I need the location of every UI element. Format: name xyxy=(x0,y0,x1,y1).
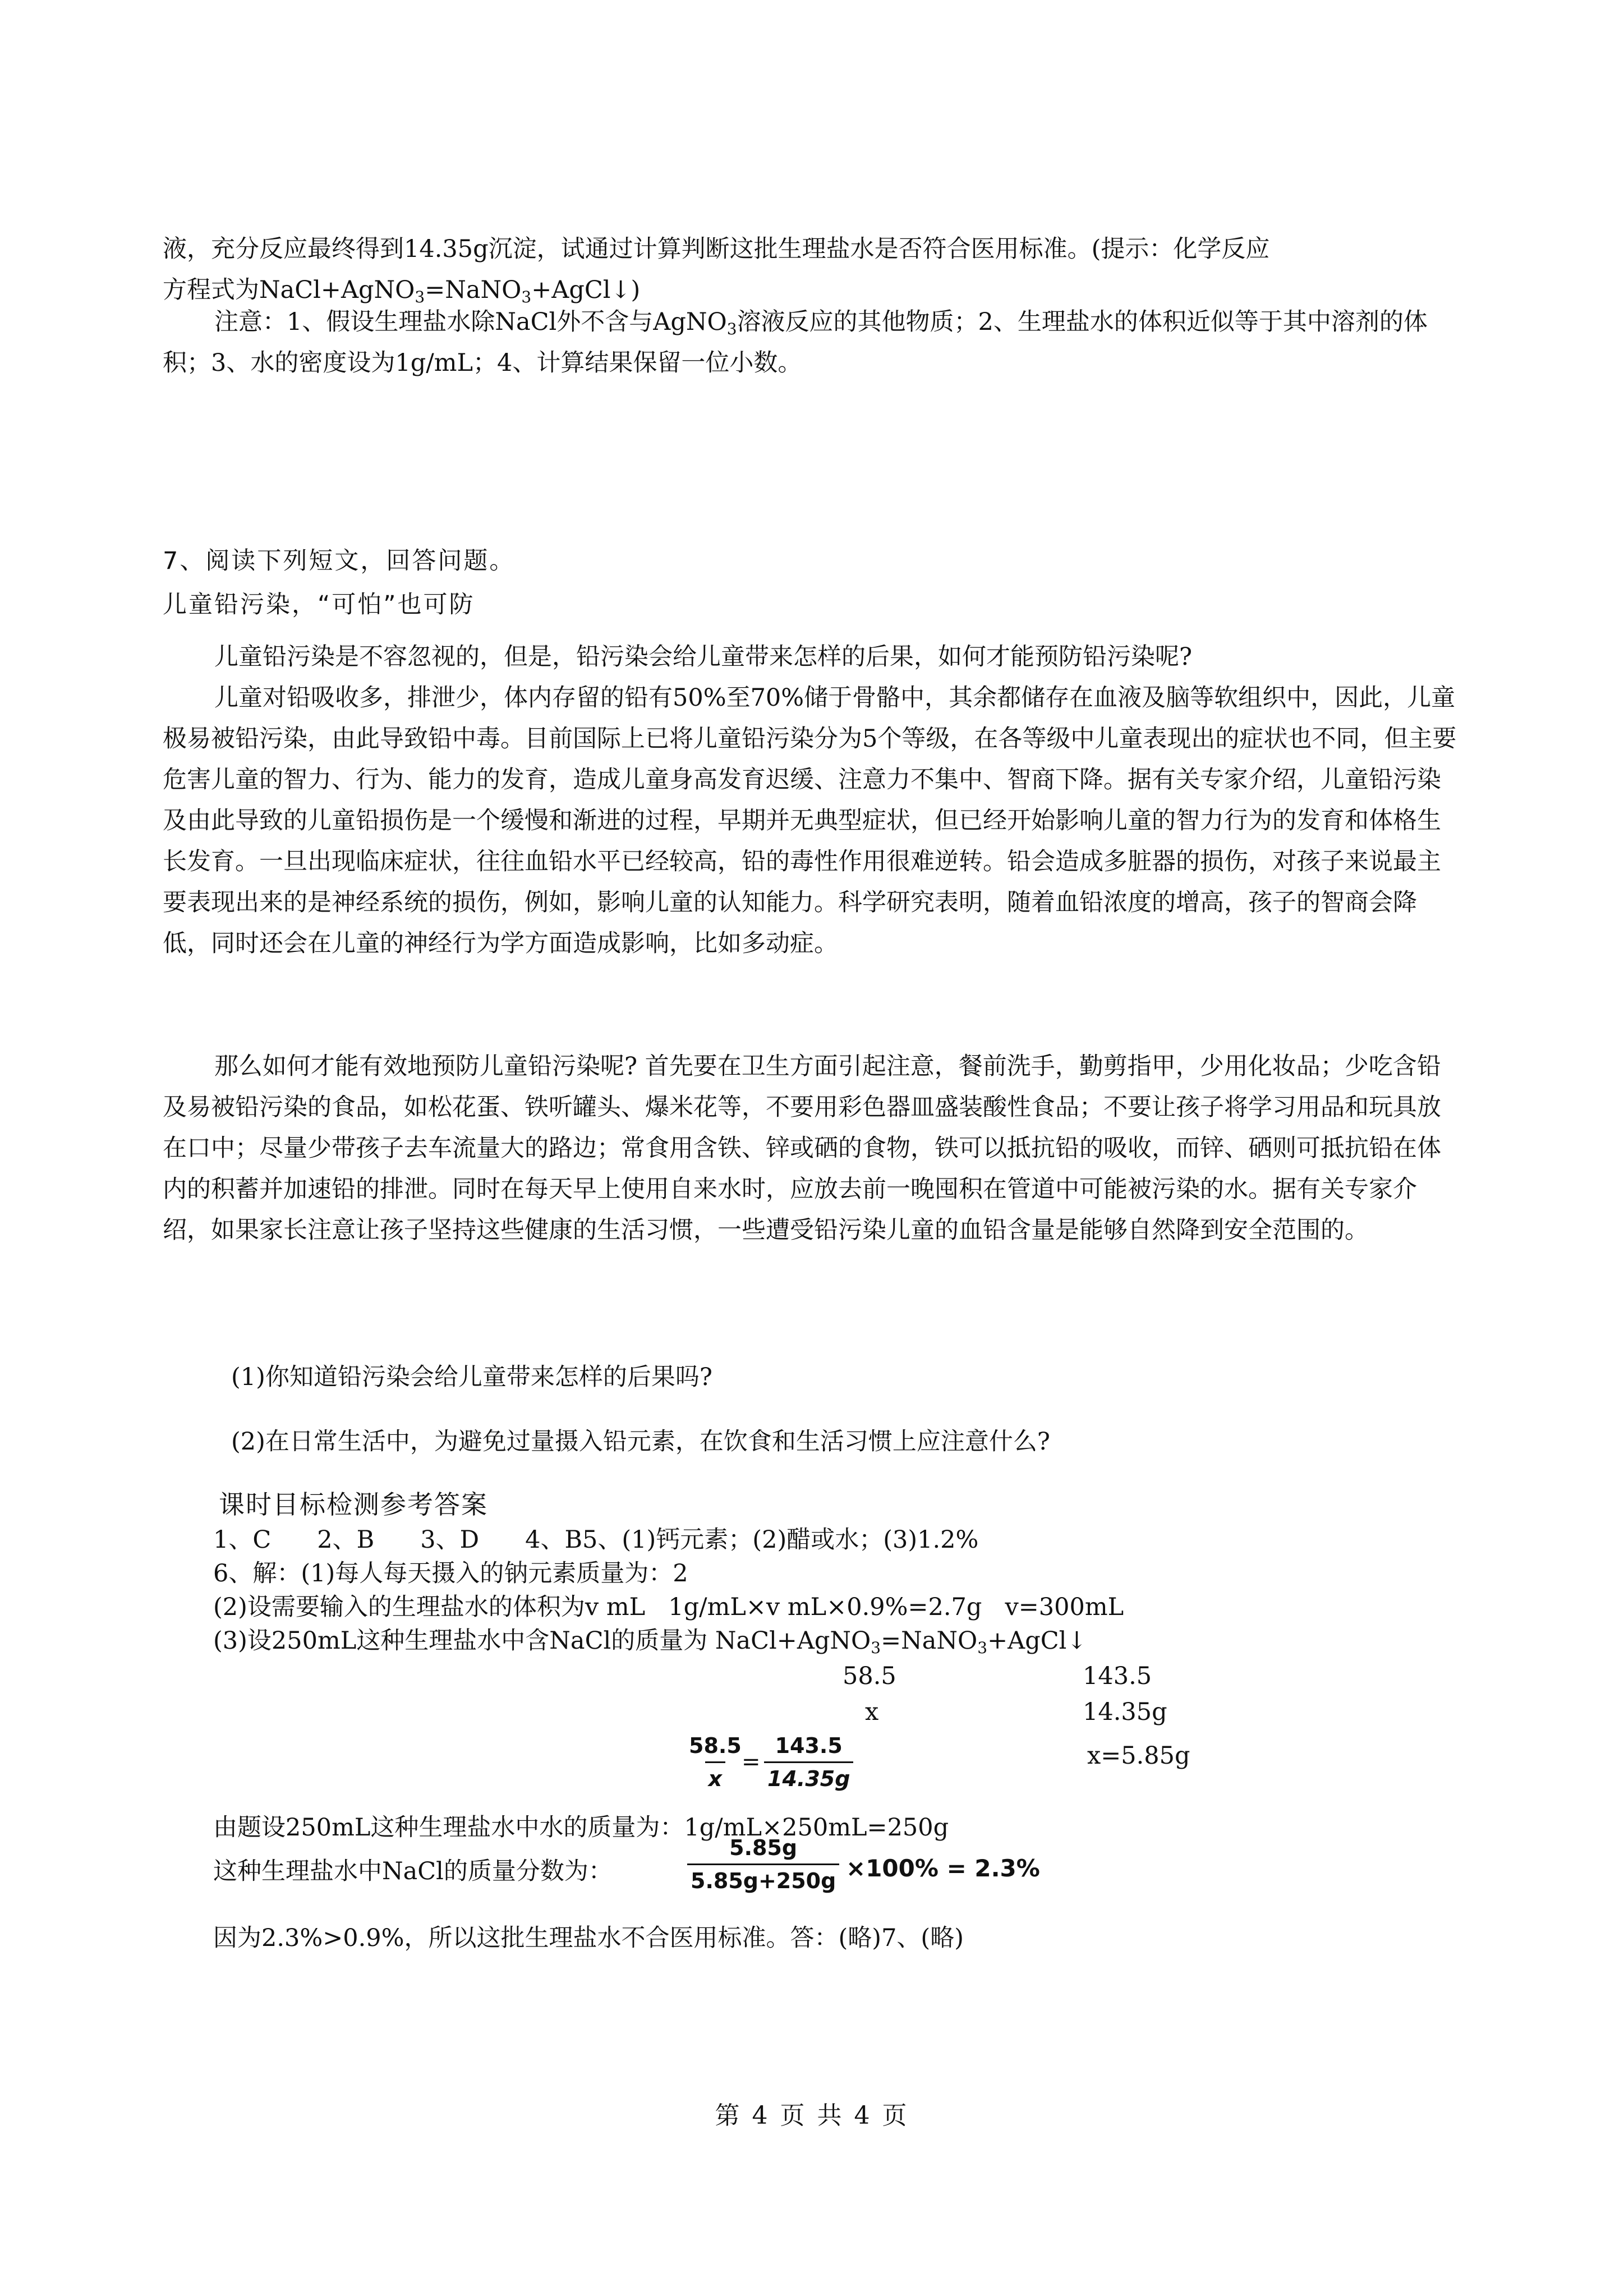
answers-line-2: 6、解：(1)每人每天摄入的钠元素质量为：2 xyxy=(213,1559,688,1588)
unknown-mass-x: x xyxy=(865,1698,879,1726)
article-paragraph-2: 儿童对铅吸收多，排泄少，体内存留的铅有50%至70%储于骨骼中，其余都储存在血液及脑等软组织中，因此，儿童极易被铅污染，由此导致铅中毒。目前国际上已将儿童铅污染分为5个等级，在各等级中儿童表现出的症状也不同，但主要危害儿童的智力、行为、能力的发育，造成儿童身高发育迟缓、注意力不集中、智商下降。据有关专家介绍，儿童铅污染及由此导致的儿童铅损伤是一个缓慢和渐进的过程，早期并无典型症状，但已经开始影响儿童的智力行为的发育和体格生长发育。一旦出现临床症状，往往血铅水平已经较高，铅的毒性作用很难逆转。铅会造成多脏器的损伤，对孩子来说最主要表现出来的是神经系统的损伤，例如，影响儿童的认知能力。科学研究表明，随着血铅浓度的增高，孩子的智商会降低，同时还会在儿童的神经行为学方面造成影响，比如多动症。 xyxy=(163,684,1457,958)
molar-mass-agcl: 143.5 xyxy=(1083,1662,1152,1690)
mass-fraction-formula: $\frac{5.85g}{5.85g+250g}$ xyxy=(687,1835,839,1893)
ratio-fraction-left: $\frac{58.5}{x}$ xyxy=(689,1733,742,1791)
answers-title: 课时目标检测参考答案 xyxy=(219,1489,488,1520)
ratio-fraction-right: $\frac{143.5}{14.35g}$ xyxy=(764,1733,853,1791)
mass-fraction-result: ×100% = 2.3% xyxy=(846,1855,1040,1882)
q6-line1: 液，充分反应最终得到14.35g沉淀，试通过计算判断这批生理盐水是否符合医用标准。(提示：化学反应 xyxy=(163,235,1270,263)
answers-line-3: (2)设需要输入的生理盐水的体积为v mL 1g/mL×v mL×0.9%=2.7g v=300mL xyxy=(213,1593,1124,1621)
q7-title: 7、阅读下列短文，回答问题。 xyxy=(163,547,516,575)
q6-statement xyxy=(163,229,1464,311)
equals-sign: = xyxy=(742,1749,761,1775)
molar-mass-nacl: 58.5 xyxy=(843,1662,896,1690)
q7-subquestion-2: (2)在日常生活中，为避免过量摄入铅元素，在饮食和生活习惯上应注意什么? xyxy=(231,1428,1050,1456)
q7-subquestion-1: (1)你知道铅污染会给儿童带来怎样的后果吗? xyxy=(231,1363,712,1391)
mass-fraction-label: 这种生理盐水中NaCl的质量分数为： xyxy=(213,1857,613,1885)
x-result: x=5.85g xyxy=(1087,1742,1190,1770)
q6-line2: 方程式为NaCl+AgNO$_3$=NaNO$_3$+AgCl↓) xyxy=(163,276,641,306)
article-paragraph-1: 儿童铅污染是不容忽视的，但是，铅污染会给儿童带来怎样的后果，如何才能预防铅污染呢? xyxy=(214,643,1193,671)
q6-note: 注意：1、假设生理盐水除NaCl外不含与AgNO$_3$溶液反应的其他物质；2、生理盐水的体积近似等于其中溶剂的体积；3、水的密度设为1g/mL；4、计算结果保留一位小数。 xyxy=(163,308,1428,377)
answers-line-4: (3)设250mL这种生理盐水中含NaCl的质量为 NaCl+AgNO$_3$=NaNO$_3$+AgCl↓ xyxy=(213,1627,1087,1657)
answers-conclusion: 因为2.3%>0.9%，所以这批生理盐水不合医用标准。答：(略)7、(略) xyxy=(213,1924,964,1952)
precipitate-mass: 14.35g xyxy=(1083,1698,1167,1726)
page-footer: 第 4 页 共 4 页 xyxy=(715,2101,909,2130)
article-title: 儿童铅污染，“可怕”也可防 xyxy=(163,591,475,619)
answers-line-7: 由题设250mL这种生理盐水中水的质量为：1g/mL×250mL=250g xyxy=(213,1814,949,1842)
article-paragraph-3: 那么如何才能有效地预防儿童铅污染呢? 首先要在卫生方面引起注意，餐前洗手，勤剪指甲，少用化妆品；少吃含铅及易被铅污染的食品，如松花蛋、铁听罐头、爆米花等，不要用彩色器皿盛装酸性食品；不要让孩子将学习用品和玩具放在口中；尽量少带孩子去车流量大的路边；常食用含铁、锌或硒的食物，铁可以抵抗铅的吸收，而锌、硒则可抵抗铅在体内的积蓄并加速铅的排泄。同时在每天早上使用自来水时，应放去前一晚囤积在管道中可能被污染的水。据有关专家介绍，如果家长注意让孩子坚持这些健康的生活习惯，一些遭受铅污染儿童的血铅含量是能够自然降到安全范围的。 xyxy=(163,1052,1441,1244)
answers-line-1: 1、C 2、B 3、D 4、B5、(1)钙元素；(2)醋或水；(3)1.2% xyxy=(213,1526,979,1554)
